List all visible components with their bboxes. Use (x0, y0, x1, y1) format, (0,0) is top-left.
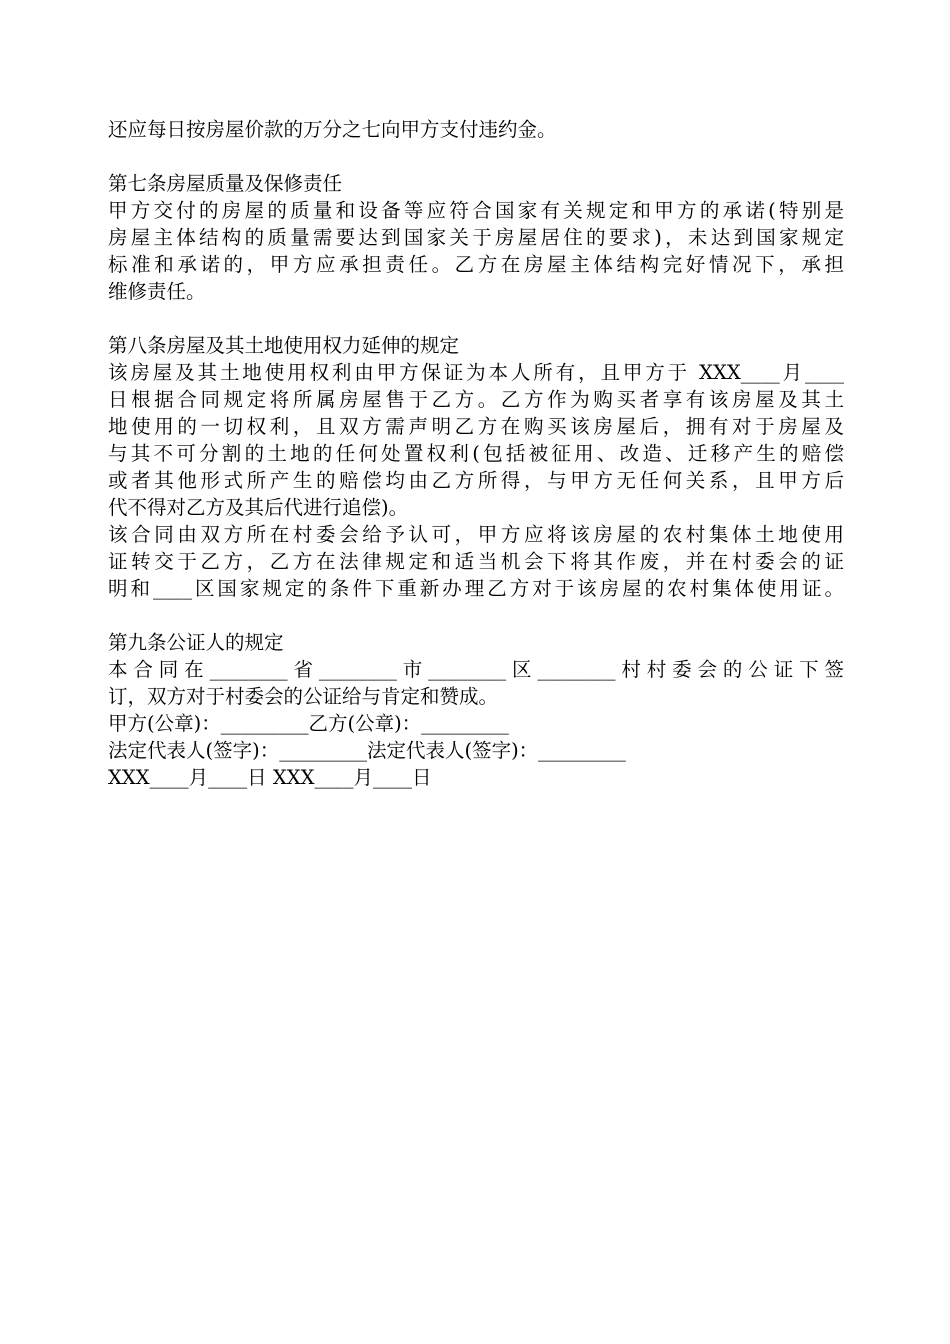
article-8 (108, 332, 844, 602)
text-line: 订，双方对于村委会的公证给与肯定和赞成。 (108, 685, 499, 708)
text-line: 明和____区国家规定的条件下重新办理乙方对于该房屋的农村集体使用证。 (108, 577, 844, 600)
text-line: 房屋主体结构的质量需要达到国家关于房屋居住的要求)，未达到国家规定 (108, 226, 844, 249)
text-line: 或者其他形式所产生的赔偿均由乙方所得，与甲方无任何关系，且甲方后 (108, 469, 844, 492)
text-line: 还应每日按房屋价款的万分之七向甲方支付违约金。 (108, 118, 557, 141)
text-line: 标准和承诺的，甲方应承担责任。乙方在房屋主体结构完好情况下，承担 (108, 253, 844, 276)
paragraph-gap (108, 602, 844, 629)
article-7 (108, 170, 844, 305)
text-line: 本合同在________省________市________区________村村委会的公证下签 (108, 658, 844, 681)
text-line: 该合同由双方所在村委会给予认可，甲方应将该房屋的农村集体土地使用 (108, 523, 844, 546)
article-heading: 第九条公证人的规定 (108, 631, 284, 654)
text-line: 该房屋及其土地使用权利由甲方保证为本人所有，且甲方于 XXX____月____ (108, 361, 844, 384)
article-heading: 第八条房屋及其土地使用权力延伸的规定 (108, 334, 460, 357)
signature-line: 法定代表人(签字)：_________法定代表人(签字)：_________ (108, 739, 626, 762)
article-9 (108, 629, 844, 791)
text-line: 证转交于乙方，乙方在法律规定和适当机会下将其作废，并在村委会的证 (108, 550, 844, 573)
paragraph-gap (108, 305, 844, 332)
date-line: XXX____月____日 XXX____月____日 (108, 766, 432, 789)
paragraph-penalty (108, 116, 844, 143)
seal-line: 甲方(公章)：_________乙方(公章)：_________ (108, 712, 509, 735)
text-line: 代不得对乙方及其后代进行追偿)。 (108, 496, 409, 519)
text-line: 与其不可分割的土地的任何处置权利(包括被征用、改造、迁移产生的赔偿 (108, 442, 844, 465)
paragraph-gap (108, 143, 844, 170)
text-line: 地使用的一切权利，且双方需声明乙方在购买该房屋后，拥有对于房屋及 (108, 415, 844, 438)
text-line: 维修责任。 (108, 280, 206, 303)
document-body (108, 116, 844, 791)
text-line: 日根据合同规定将所属房屋售于乙方。乙方作为购买者享有该房屋及其土 (108, 388, 844, 411)
text-line: 甲方交付的房屋的质量和设备等应符合国家有关规定和甲方的承诺(特别是 (108, 199, 844, 222)
article-heading: 第七条房屋质量及保修责任 (108, 172, 343, 195)
